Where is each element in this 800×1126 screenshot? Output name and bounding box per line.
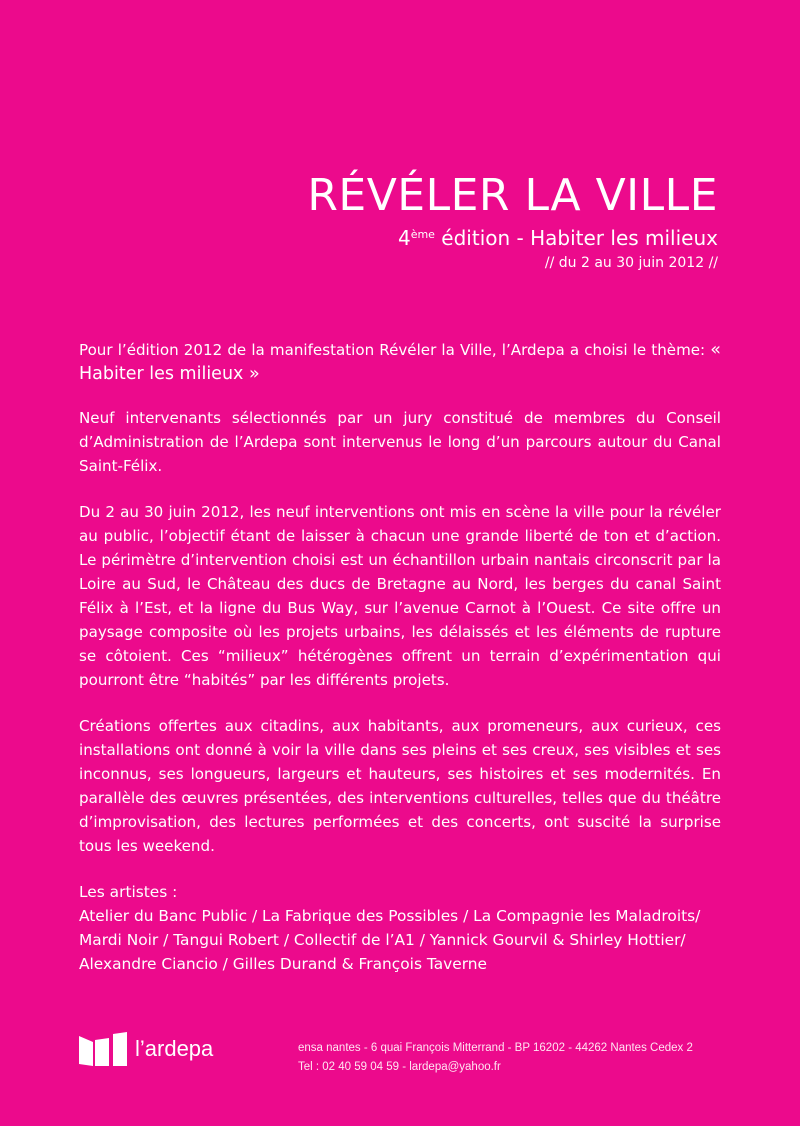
edition-suffix: ème <box>410 228 435 241</box>
artists-line: Alexandre Ciancio / Gilles Durand & François Taverne <box>79 955 488 973</box>
event-dates: // du 2 au 30 juin 2012 // <box>544 255 718 271</box>
artists-line: Atelier du Banc Public / La Fabrique des Possibles / La Compagnie les Maladroits/ <box>79 907 701 925</box>
header <box>307 170 718 272</box>
footer-phone-email: Tel : 02 40 59 04 59 - lardepa@yahoo.fr <box>298 1061 501 1073</box>
footer-address: ensa nantes - 6 quai François Mitterrand - BP 16202 - 44262 Nantes Cedex 2 <box>298 1042 693 1054</box>
intro-text: Pour l’édition 2012 de la manifestation Révéler la Ville, l’Ardepa a choisi le thème: <box>79 341 711 359</box>
edition-text: édition - Habiter les milieux <box>434 226 718 250</box>
theme-title: « Habiter les milieux » <box>79 340 721 384</box>
artists-line: Mardi Noir / Tangui Robert / Collectif de l’A1 / Yannick Gourvil & Shirley Hottier/ <box>79 931 686 949</box>
main-content <box>79 338 721 976</box>
paragraph-jury: Neuf intervenants sélectionnés par un jury constitué de membres du Conseil d’Administration de l’Ardepa sont intervenus le long d’un parcours autour du Canal Saint-Félix. <box>79 409 721 475</box>
artists-section <box>79 880 721 976</box>
paragraph-creations: Créations offertes aux citadins, aux habitants, aux promeneurs, aux curieux, ces installations ont donné à voir la ville dans ses pleins et ses creux, ses visibles et ses inconnus, ses longueurs, largeurs et hauteurs, ses histoires et ses modernités. En parallèle des œuvres présentées, des interventions culturelles, telles que du théâtre d’improvisation, des lectures performées et des concerts, ont suscité la surprise tous les weekend. <box>79 717 721 855</box>
edition-number: 4 <box>397 226 411 250</box>
logo-text: l’ardepa <box>135 1036 214 1061</box>
paragraph-interventions: Du 2 au 30 juin 2012, les neuf interventions ont mis en scène la ville pour la révéler au public, l’objectif étant de laisser à chacun une grande liberté de ton et d’action. Le périmètre d’intervention choisi est un échantillon urbain nantais circonscrit par la Loire au Sud, le Château des ducs de Bretagne au Nord, les berges du canal Saint Félix à l’Est, et la ligne du Bus Way, sur l’avenue Carnot à l’Ouest. Ce site offre un paysage composite où les projets urbains, les délaissés et les éléments de rupture se côtoient. Ces “milieux” hétérogènes offrent un terrain d’expérimentation qui pourront être “habités” par les différents projets. <box>79 503 721 689</box>
footer-contact <box>298 1039 693 1077</box>
intro-paragraph <box>79 338 721 386</box>
ardepa-logo-icon <box>79 1028 129 1068</box>
artists-heading: Les artistes : <box>79 883 178 901</box>
ardepa-logo <box>79 1028 213 1068</box>
page-title: RÉVÉLER LA VILLE <box>307 170 718 221</box>
edition-subtitle <box>307 226 718 250</box>
